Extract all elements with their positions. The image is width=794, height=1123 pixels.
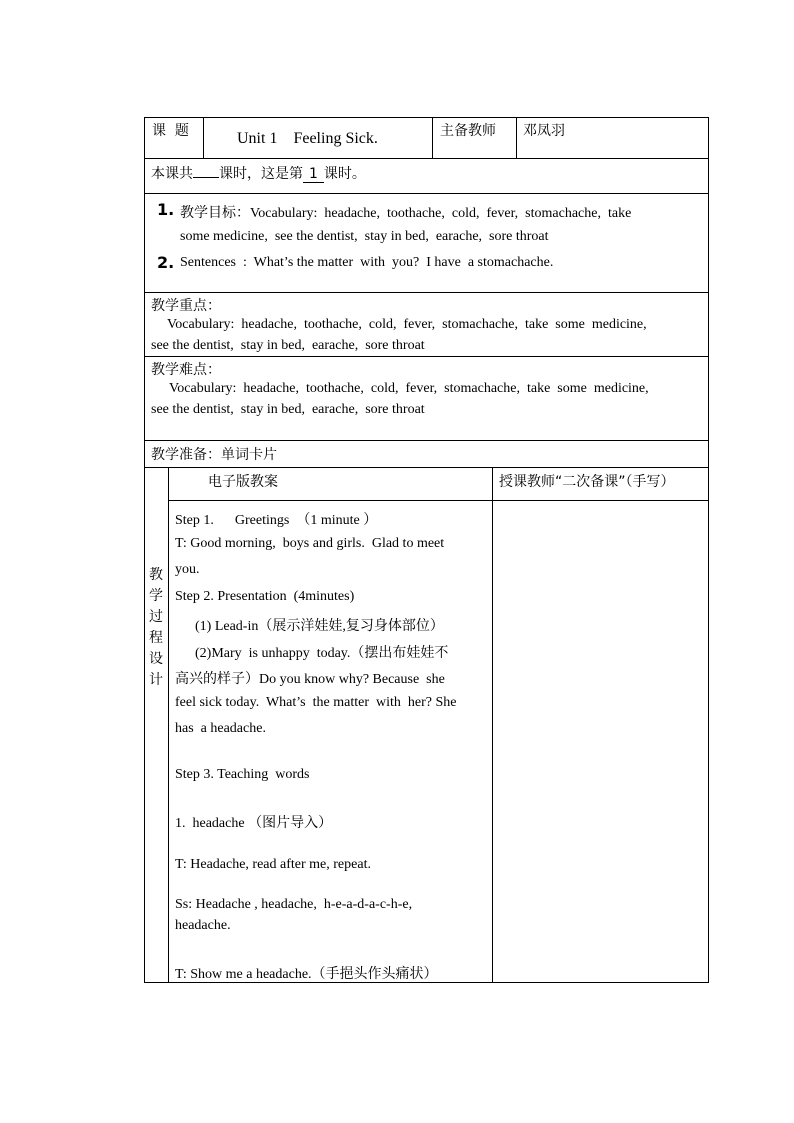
process-line: T: Good morning, boys and girls. Glad to meet bbox=[175, 536, 445, 551]
table-left-border bbox=[144, 117, 145, 983]
side-char: 过 bbox=[149, 609, 163, 625]
side-char: 教 bbox=[149, 567, 163, 583]
process-line: T: Show me a headache.（手挹头作头痛状） bbox=[175, 967, 438, 982]
process-line: (2)Mary is unhappy today.（摆出布娃娃不 bbox=[195, 646, 449, 661]
key-points-line-2: see the dentist, stay in bed, earache, sore throat bbox=[151, 338, 425, 353]
process-line: has a headache. bbox=[175, 721, 266, 736]
process-line: Step 2. Presentation (4minutes) bbox=[175, 589, 355, 604]
row-divider-7 bbox=[168, 500, 709, 501]
hours-blank bbox=[193, 165, 219, 178]
process-line: Step 1. Greetings （1 minute ） bbox=[175, 513, 378, 528]
teacher-name: 邓凤羽 bbox=[523, 123, 565, 139]
process-side-divider bbox=[168, 467, 169, 983]
row-divider-3 bbox=[144, 292, 709, 293]
side-char: 计 bbox=[149, 672, 163, 688]
process-line: T: Headache, read after me, repeat. bbox=[175, 857, 371, 872]
lesson-title: Unit 1 Feeling Sick. bbox=[237, 130, 378, 147]
process-col-divider bbox=[492, 467, 493, 983]
col1-header: 电子版教案 bbox=[208, 474, 278, 490]
row-divider-6 bbox=[144, 467, 709, 468]
objective-line-2: Sentences : What’s the matter with you? I have a stomachache. bbox=[180, 255, 554, 270]
process-line: you. bbox=[175, 562, 200, 577]
objective-number-2: 2. bbox=[157, 253, 175, 272]
hours-line bbox=[151, 163, 366, 183]
process-line: Ss: Headache , headache, h-e-a-d-a-c-h-e, bbox=[175, 897, 413, 912]
process-line: headache. bbox=[175, 918, 231, 933]
header-divider-c bbox=[516, 117, 517, 159]
objective-line-1: 教学目标：Vocabulary: headache, toothache, cold, fever, stomachache, take bbox=[180, 206, 632, 221]
side-char: 设 bbox=[149, 651, 163, 667]
header-divider-b bbox=[432, 117, 433, 159]
side-char: 程 bbox=[149, 630, 163, 646]
key-points-label: 教学重点： bbox=[151, 298, 221, 314]
hours-number: 1 bbox=[303, 166, 324, 183]
row-divider-1 bbox=[144, 158, 709, 159]
row-divider-4 bbox=[144, 356, 709, 357]
process-line: feel sick today. What’s the matter with her? She bbox=[175, 695, 457, 710]
process-line: (1) Lead-in（展示洋娃娃,复习身体部位） bbox=[195, 619, 444, 634]
table-top-border bbox=[144, 117, 709, 118]
objective-number-1: 1. bbox=[157, 200, 175, 219]
difficulties-line-1: Vocabulary: headache, toothache, cold, fever, stomachache, take some medicine, bbox=[169, 381, 649, 396]
difficulties-label: 教学难点： bbox=[151, 362, 221, 378]
hours-middle: 课时，这是第 bbox=[219, 166, 303, 182]
process-side-label bbox=[148, 565, 166, 691]
header-divider-a bbox=[203, 117, 204, 159]
process-line: Step 3. Teaching words bbox=[175, 767, 310, 782]
table-right-border bbox=[708, 117, 709, 983]
hours-prefix: 本课共 bbox=[151, 166, 193, 182]
hours-suffix: 课时。 bbox=[323, 166, 366, 182]
key-points-line-1: Vocabulary: headache, toothache, cold, fever, stomachache, take some medicine, bbox=[167, 317, 647, 332]
difficulties-line-2: see the dentist, stay in bed, earache, sore throat bbox=[151, 402, 425, 417]
process-line: 高兴的样子）Do you know why? Because she bbox=[175, 672, 445, 687]
topic-label: 课 题 bbox=[152, 123, 189, 139]
preparation-text: 教学准备：单词卡片 bbox=[151, 447, 277, 463]
row-divider-5 bbox=[144, 440, 709, 441]
objective-line-1b: some medicine, see the dentist, stay in bed, earache, sore throat bbox=[180, 229, 549, 244]
process-line: 1. headache （图片导入） bbox=[175, 816, 333, 831]
row-divider-2 bbox=[144, 193, 709, 194]
side-char: 学 bbox=[149, 588, 163, 604]
teacher-label: 主备教师 bbox=[440, 123, 496, 139]
col2-header: 授课教师“二次备课”（手写） bbox=[499, 474, 675, 490]
